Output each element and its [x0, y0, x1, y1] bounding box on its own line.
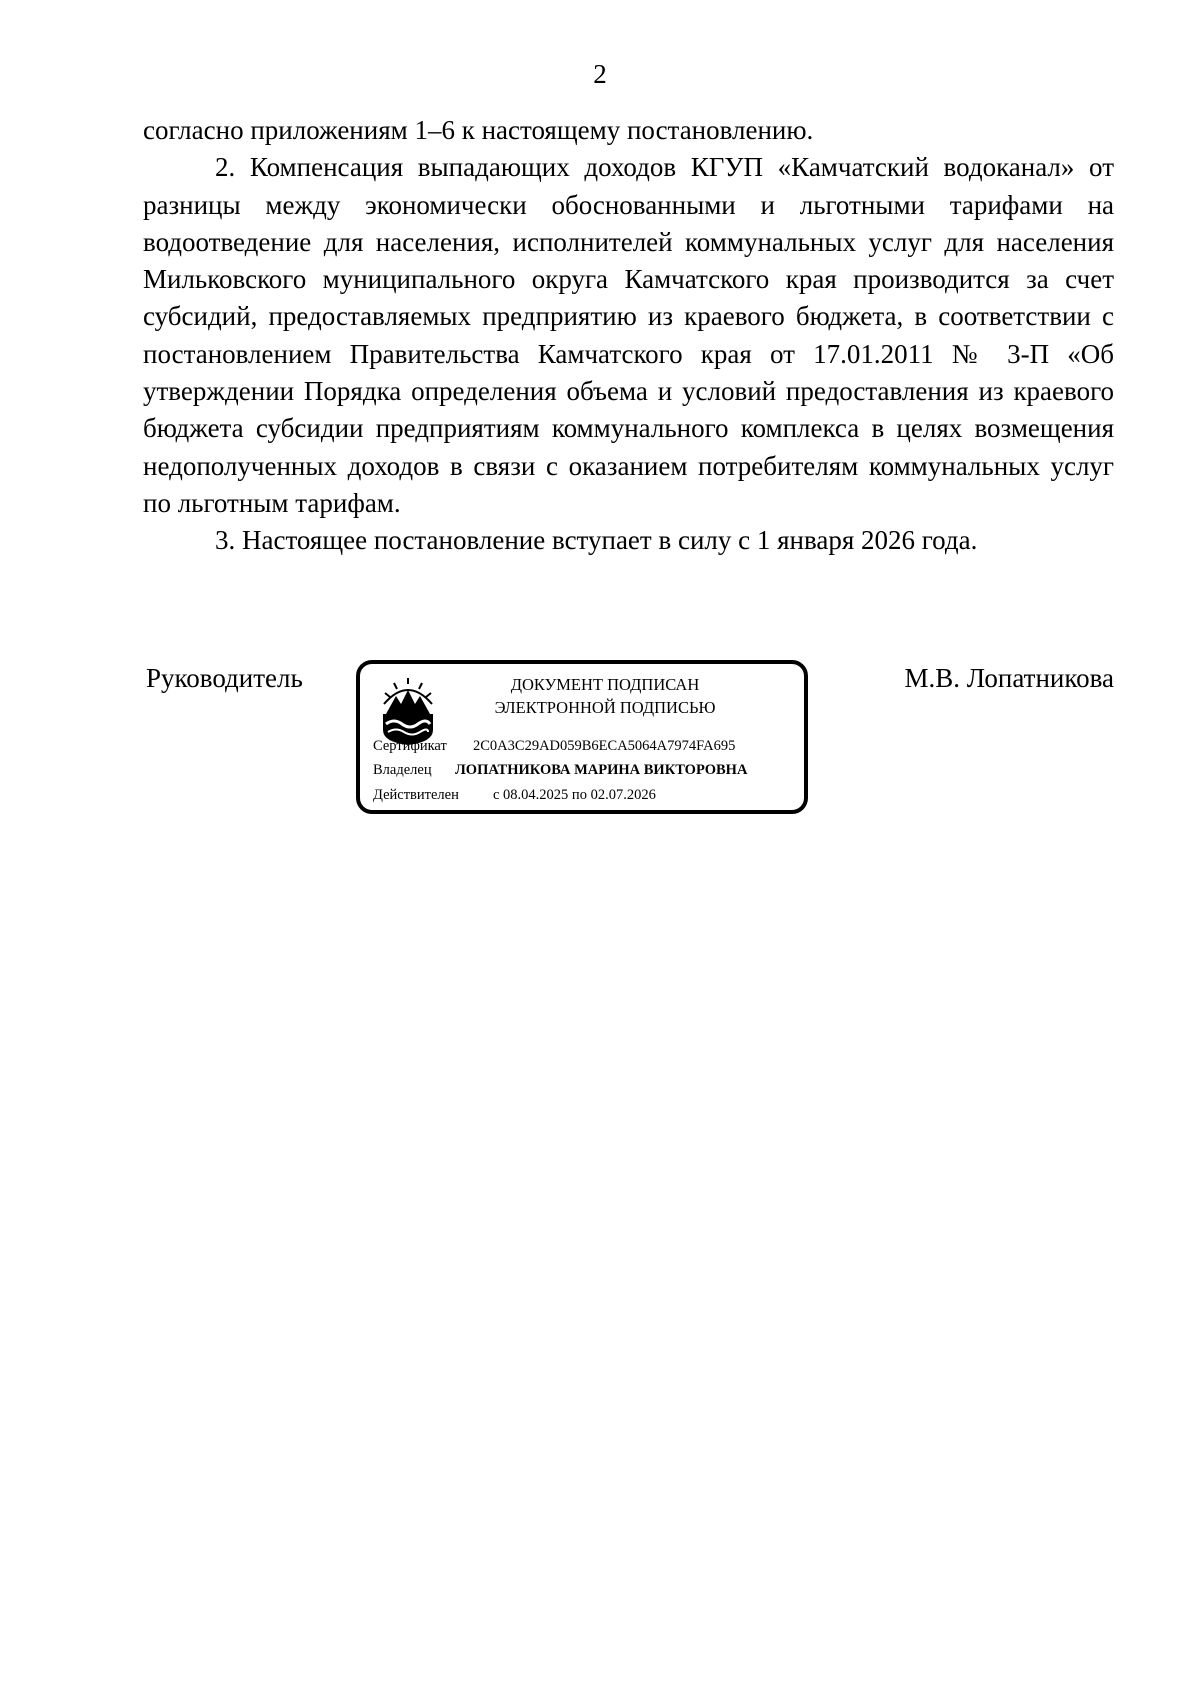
paragraph-2: 2. Компенсация выпадающих доходов КГУП «Камчатский водоканал» от разницы между экономически обоснованными и льготными тарифами на водоотведение для населения, исполнителей коммунальных услуг для населения Мильковского муниципального округа Камчатского края производится за счет субсидий, предоставляемых предприятию из краевого бюджета, в соответствии с постановлением Правительства Камчатского края от 17.01.2011 № 3-П «Об утверждении Порядка определения объема и условий предоставления из краевого бюджета субсидии предприятиям коммунального комплекса в целях возмещения недополученных доходов в связи с оказанием потребителям коммунальных услуг по льготным тарифам.: [143, 152, 1114, 518]
validity-label: Действителен: [373, 787, 459, 803]
validity-value: с 08.04.2025 по 02.07.2026: [493, 787, 656, 803]
signatory-role: Руководитель: [146, 663, 303, 693]
stamp-title-line-2: ЭЛЕКТРОННОЙ ПОДПИСЬЮ: [494, 698, 716, 717]
electronic-signature-stamp: [356, 660, 808, 814]
paragraph-continuation: согласно приложениям 1–6 к настоящему постановлению.: [143, 115, 814, 145]
stamp-certificate-row: [373, 737, 735, 755]
owner-label: Владелец: [373, 762, 432, 778]
paragraph-3: 3. Настоящее постановление вступает в силу с 1 января 2026 года.: [215, 525, 978, 556]
stamp-owner-row: [373, 761, 747, 779]
document-body: [143, 112, 1114, 560]
stamp-title-line-1: ДОКУМЕНТ ПОДПИСАН: [510, 675, 700, 694]
stamp-validity-row: [373, 786, 656, 804]
certificate-value: 2C0A3C29AD059B6ECA5064A7974FA695: [473, 738, 736, 754]
stamp-title: [360, 673, 804, 719]
owner-value: ЛОПАТНИКОВА МАРИНА ВИКТОРОВНА: [455, 762, 748, 778]
certificate-label: Сертификат: [373, 738, 447, 754]
signatory-name: М.В. Лопатникова: [904, 663, 1114, 693]
page-number: 2: [593, 59, 607, 89]
